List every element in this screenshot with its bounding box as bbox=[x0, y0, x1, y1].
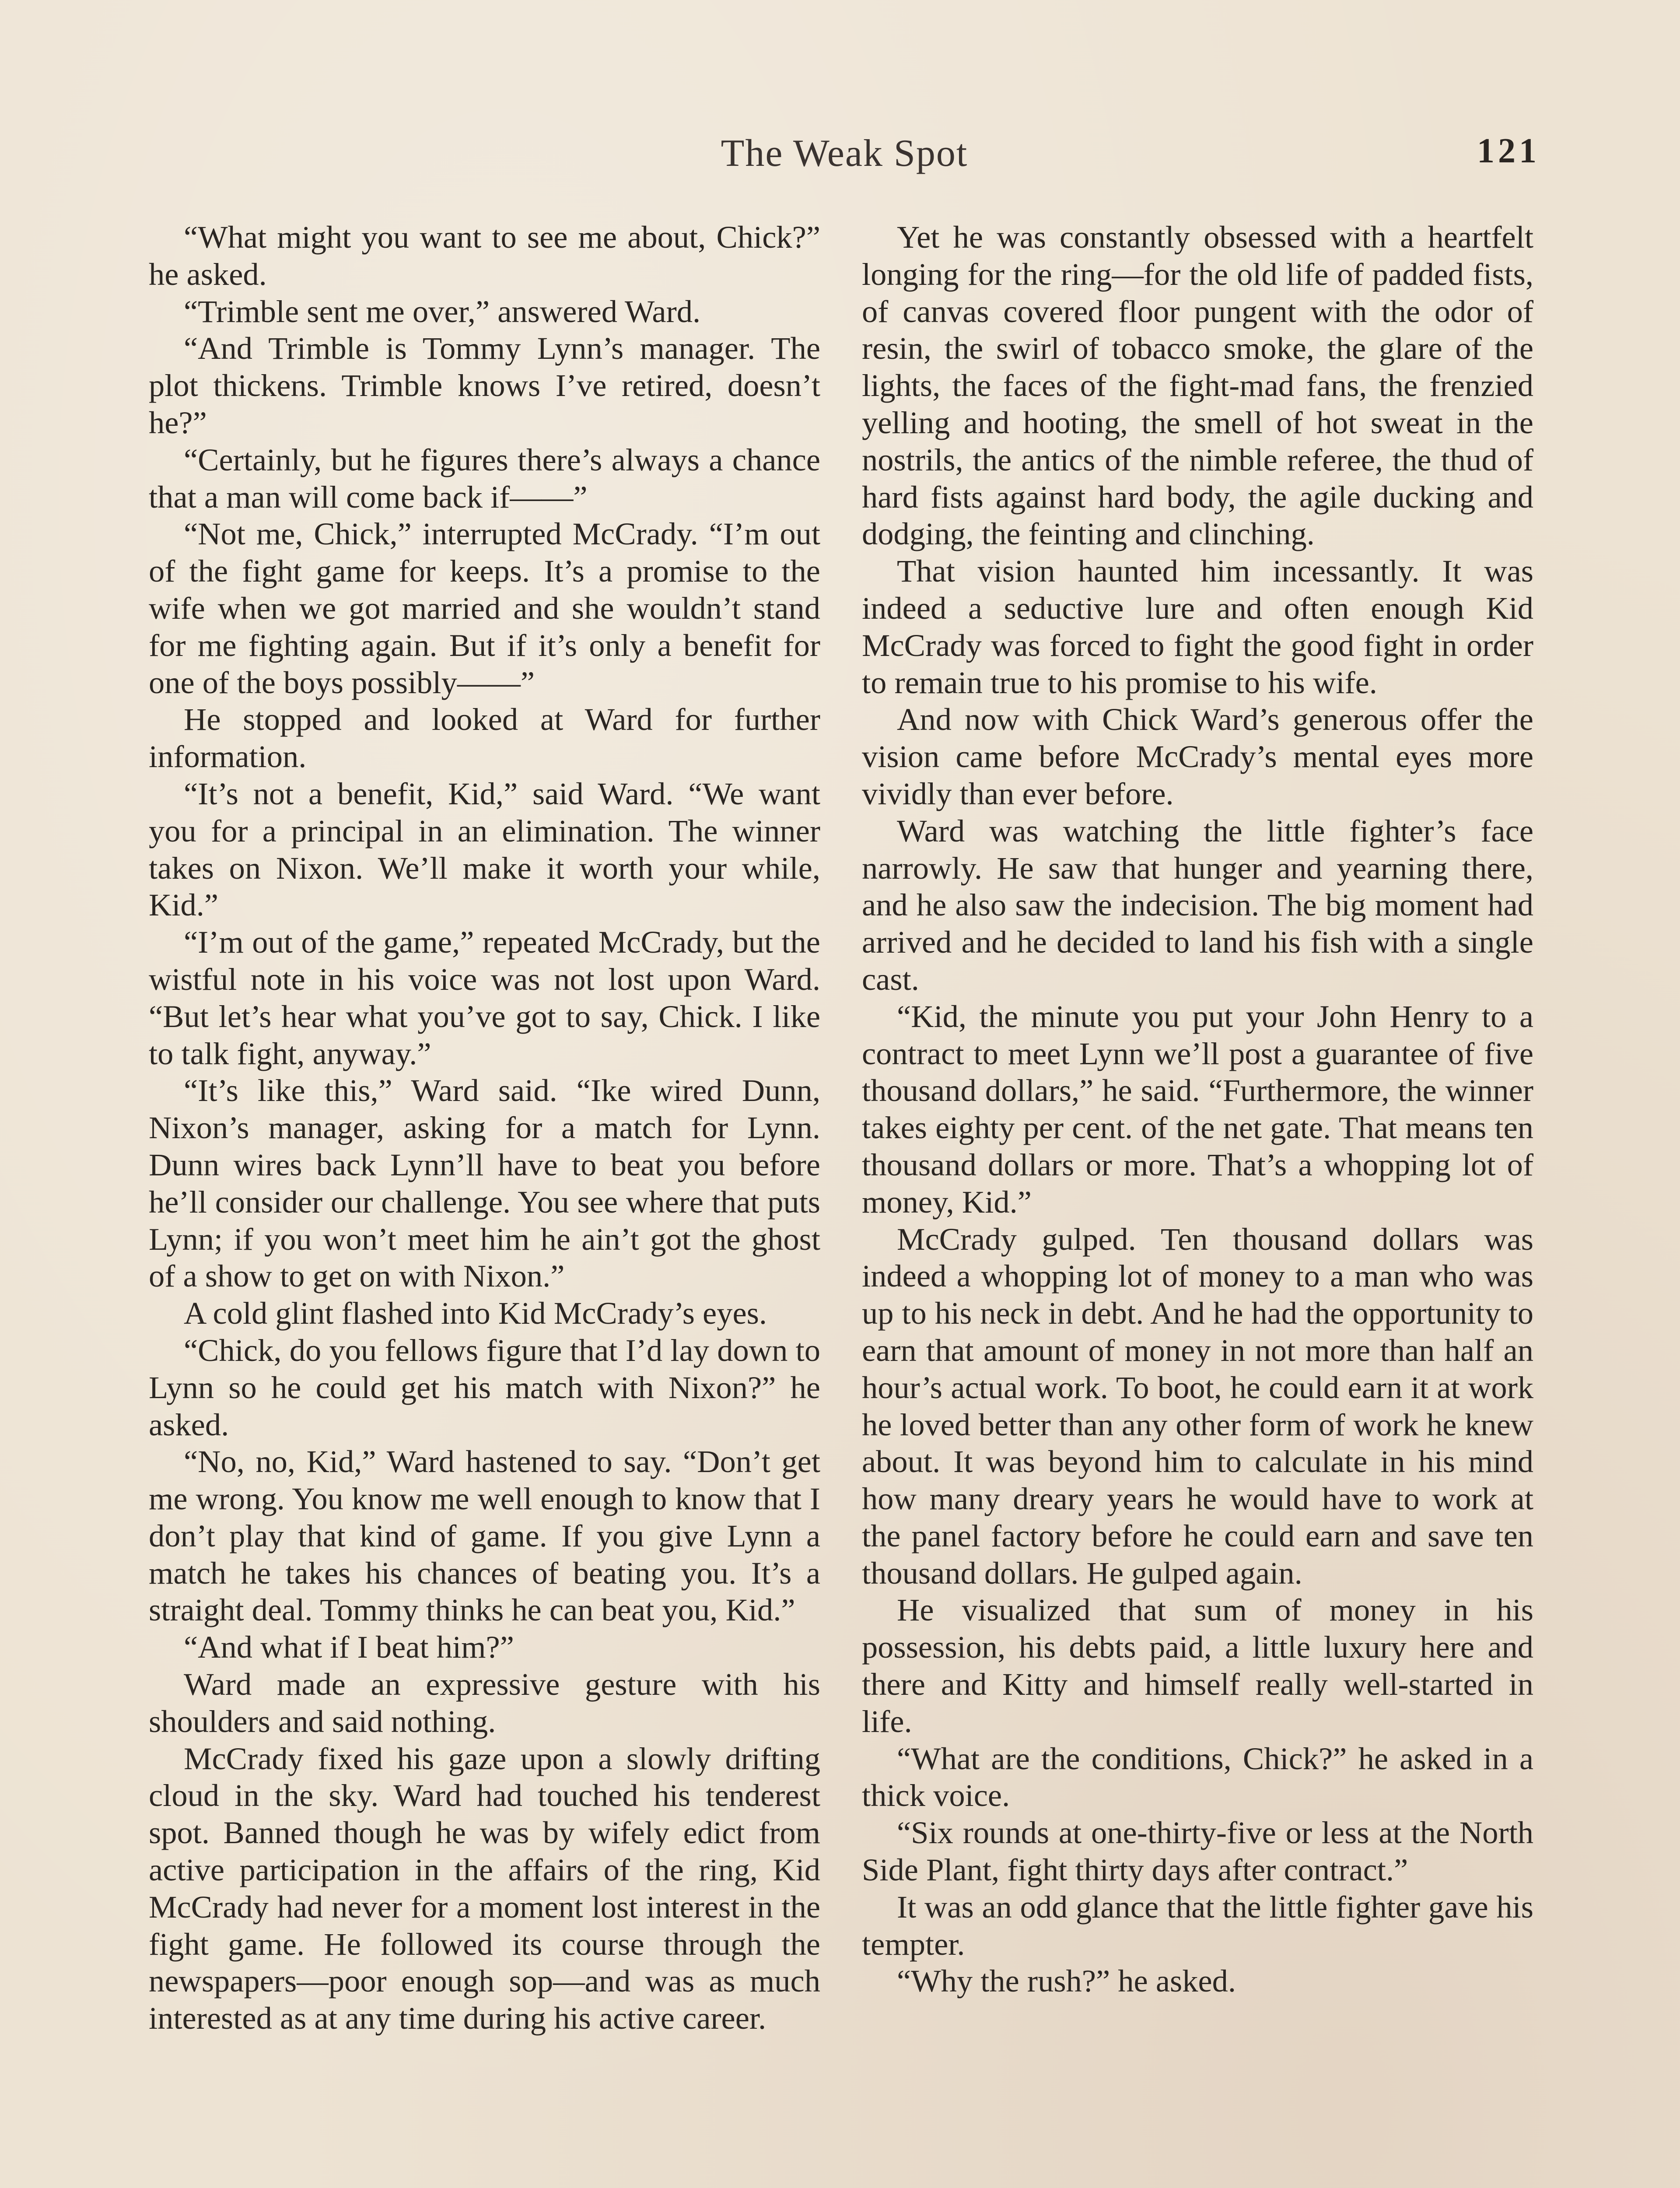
left-column bbox=[149, 219, 820, 2037]
paragraph: It was an odd glance that the little fighter gave his tempter. bbox=[862, 1889, 1533, 1962]
paragraph: “No, no, Kid,” Ward hastened to say. “Don’t get me wrong. You know me well enough to know that I don’t play that kind of game. If you give Lynn a match he takes his chances of beating you. It’s a straight deal. Tommy thinks he can beat you, Kid.” bbox=[149, 1444, 820, 1628]
paragraph: Yet he was constantly obsessed with a heartfelt longing for the ring—for the old life of padded fists, of canvas covered floor pungent with the odor of resin, the swirl of tobacco smoke, the glare of the lights, the faces of the fight-mad fans, the frenzied yelling and hooting, the smell of hot sweat in the nostrils, the antics of the nimble referee, the thud of hard fists against hard body, the agile ducking and dodging, the feinting and clinching. bbox=[862, 219, 1533, 552]
paragraph: Ward was watching the little fighter’s face narrowly. He saw that hunger and yearning there, and he also saw the indecision. The big moment had arrived and he decided to land his fish with a single cast. bbox=[862, 813, 1533, 997]
paragraph: “Trimble sent me over,” answered Ward. bbox=[184, 293, 701, 329]
paragraph: McCrady gulped. Ten thousand dollars was indeed a whopping lot of money to a man who was up to his neck in debt. And he had the opportunity to earn that amount of money in not more than half an hour’s actual work. To boot, he could earn it at work he loved better than any other form of work he knew about. It was beyond him to calculate in his mind how many dreary years he would have to work at the panel factory before he could earn and save ten thousand dollars. He gulped again. bbox=[862, 1221, 1533, 1591]
paragraph: McCrady fixed his gaze upon a slowly drifting cloud in the sky. Ward had touched his tenderest spot. Banned though he was by wifely edict from active participation in the affairs of the ring, Kid McCrady had never for a moment lost interest in the fight game. He followed its course through the newspapers—poor enough sop—and was as much interested as at any time during his active career. bbox=[149, 1740, 820, 2036]
paragraph: “Six rounds at one-thirty-five or less at the North Side Plant, fight thirty days after contract.” bbox=[862, 1815, 1533, 1888]
paragraph: “Not me, Chick,” interrupted McCrady. “I’m out of the fight game for keeps. It’s a promise to the wife when we got married and she wouldn’t stand for me fighting again. But if it’s only a benefit for one of the boys possibly——” bbox=[149, 516, 820, 700]
running-title: The Weak Spot bbox=[721, 132, 968, 175]
paragraph: A cold glint flashed into Kid McCrady’s eyes. bbox=[184, 1295, 767, 1331]
paragraph: “Kid, the minute you put your John Henry to a contract to meet Lynn we’ll post a guarantee of five thousand dollars,” he said. “Furthermore, the winner takes eighty per cent. of the net gate. That means ten thousand dollars or more. That’s a whopping lot of money, Kid.” bbox=[862, 998, 1533, 1220]
paragraph: “I’m out of the game,” repeated McCrady, but the wistful note in his voice was not lost upon Ward. “But let’s hear what you’ve got to say, Chick. I like to talk fight, anyway.” bbox=[149, 924, 820, 1071]
paragraph: He visualized that sum of money in his possession, his debts paid, a little luxury here and there and Kitty and himself really well-started in life. bbox=[862, 1592, 1533, 1739]
page-header bbox=[149, 131, 1540, 184]
paragraph: “Chick, do you fellows figure that I’d lay down to Lynn so he could get his match with Nixon?” he asked. bbox=[149, 1332, 820, 1442]
paragraph: “And Trimble is Tommy Lynn’s manager. The plot thickens. Trimble knows I’ve retired, doesn’t he?” bbox=[149, 330, 820, 440]
right-column bbox=[862, 219, 1533, 2000]
paragraph: “It’s not a benefit, Kid,” said Ward. “We want you for a principal in an elimination. The winner takes on Nixon. We’ll make it worth your while, Kid.” bbox=[149, 775, 820, 923]
paragraph: “Why the rush?” he asked. bbox=[897, 1963, 1236, 1999]
paragraph: “It’s like this,” Ward said. “Ike wired Dunn, Nixon’s manager, asking for a match for Lynn. Dunn wires back Lynn’ll have to beat you before he’ll consider our challenge. You see where that puts Lynn; if you won’t meet him he ain’t got the ghost of a show to get on with Nixon.” bbox=[149, 1073, 820, 1294]
paragraph: And now with Chick Ward’s generous offer the vision came before McCrady’s mental eyes more vividly than ever before. bbox=[862, 701, 1533, 811]
paragraph: “What are the conditions, Chick?” he asked in a thick voice. bbox=[862, 1740, 1533, 1813]
paragraph: Ward made an expressive gesture with his shoulders and said nothing. bbox=[149, 1666, 820, 1739]
page-number: 121 bbox=[1477, 132, 1540, 170]
paragraph: That vision haunted him incessantly. It was indeed a seductive lure and often enough Kid McCrady was forced to fight the good fight in order to remain true to his promise to his wife. bbox=[862, 553, 1533, 700]
paragraph: “What might you want to see me about, Chick?” he asked. bbox=[149, 219, 820, 292]
paragraph: “Certainly, but he figures there’s always a chance that a man will come back if——” bbox=[149, 442, 820, 515]
paragraph: “And what if I beat him?” bbox=[184, 1629, 514, 1665]
paragraph: He stopped and looked at Ward for further information. bbox=[149, 701, 820, 775]
